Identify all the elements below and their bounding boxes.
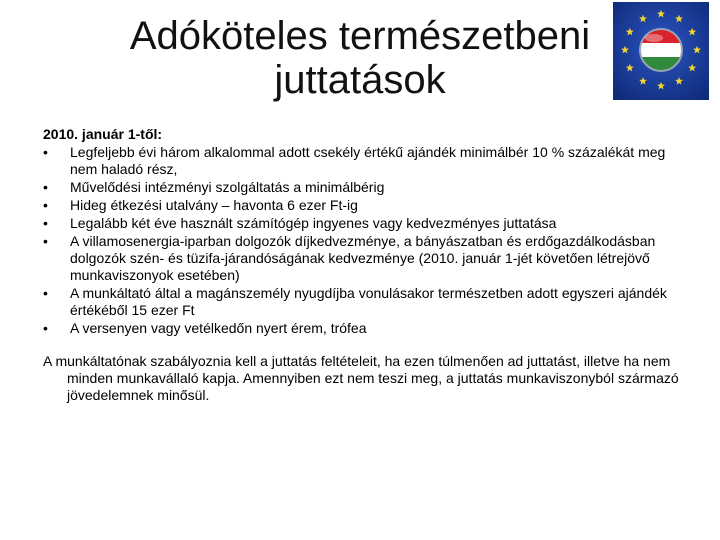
bullet-marker: •	[43, 233, 48, 249]
slide-content	[43, 126, 683, 404]
list-item-text: Hideg étkezési utalvány – havonta 6 ezer Ft-ig	[70, 197, 358, 213]
closing-paragraph: A munkáltatónak szabályoznia kell a juttatás feltételeit, ha ezen túlmenően ad juttatást, illetve ha nem minden munkavállaló kapja. Amennyiben ezt nem teszi meg, a juttatás munkaviszonyból származó jövedelemnek minősül.	[43, 353, 679, 403]
slide-title: Adóköteles természetbeni juttatások	[129, 14, 591, 102]
list-item-text: A munkáltató által a magánszemély nyugdíjba vonulásakor természetben adott egyszeri ajándék értékéből 15 ezer Ft	[70, 285, 667, 318]
bullet-marker: •	[43, 197, 48, 213]
intro-heading: 2010. január 1-től:	[43, 126, 163, 142]
list-item	[43, 285, 683, 319]
list-item-text: A versenyen vagy vetélkedőn nyert érem, trófea	[70, 320, 367, 336]
bullet-marker: •	[43, 179, 48, 195]
eu-hungary-flag-icon	[613, 2, 709, 100]
bullet-marker: •	[43, 285, 48, 301]
list-item	[43, 179, 683, 196]
list-item	[43, 215, 683, 232]
bullet-marker: •	[43, 215, 48, 231]
list-item-text: A villamosenergia-iparban dolgozók díjkedvezménye, a bányászatban és erdőgazdálkodásban dolgozók szén- és tüzifa-járandóságának kedvezménye (2010. január 1-jét követően létrejövő munkaviszonyok esetében)	[70, 233, 656, 283]
bullet-marker: •	[43, 144, 48, 160]
list-item	[43, 320, 683, 337]
list-item	[43, 197, 683, 214]
list-item	[43, 233, 683, 284]
list-item	[43, 144, 683, 178]
bullet-marker: •	[43, 320, 48, 336]
list-item-text: Legalább két éve használt számítógép ingyenes vagy kedvezményes juttatása	[70, 215, 557, 231]
bullet-list	[43, 144, 683, 337]
list-item-text: Legfeljebb évi három alkalommal adott csekély értékű ajándék minimálbér 10 % százalékát meg nem haladó rész,	[70, 144, 666, 177]
list-item-text: Művelődési intézményi szolgáltatás a minimálbérig	[70, 179, 385, 195]
